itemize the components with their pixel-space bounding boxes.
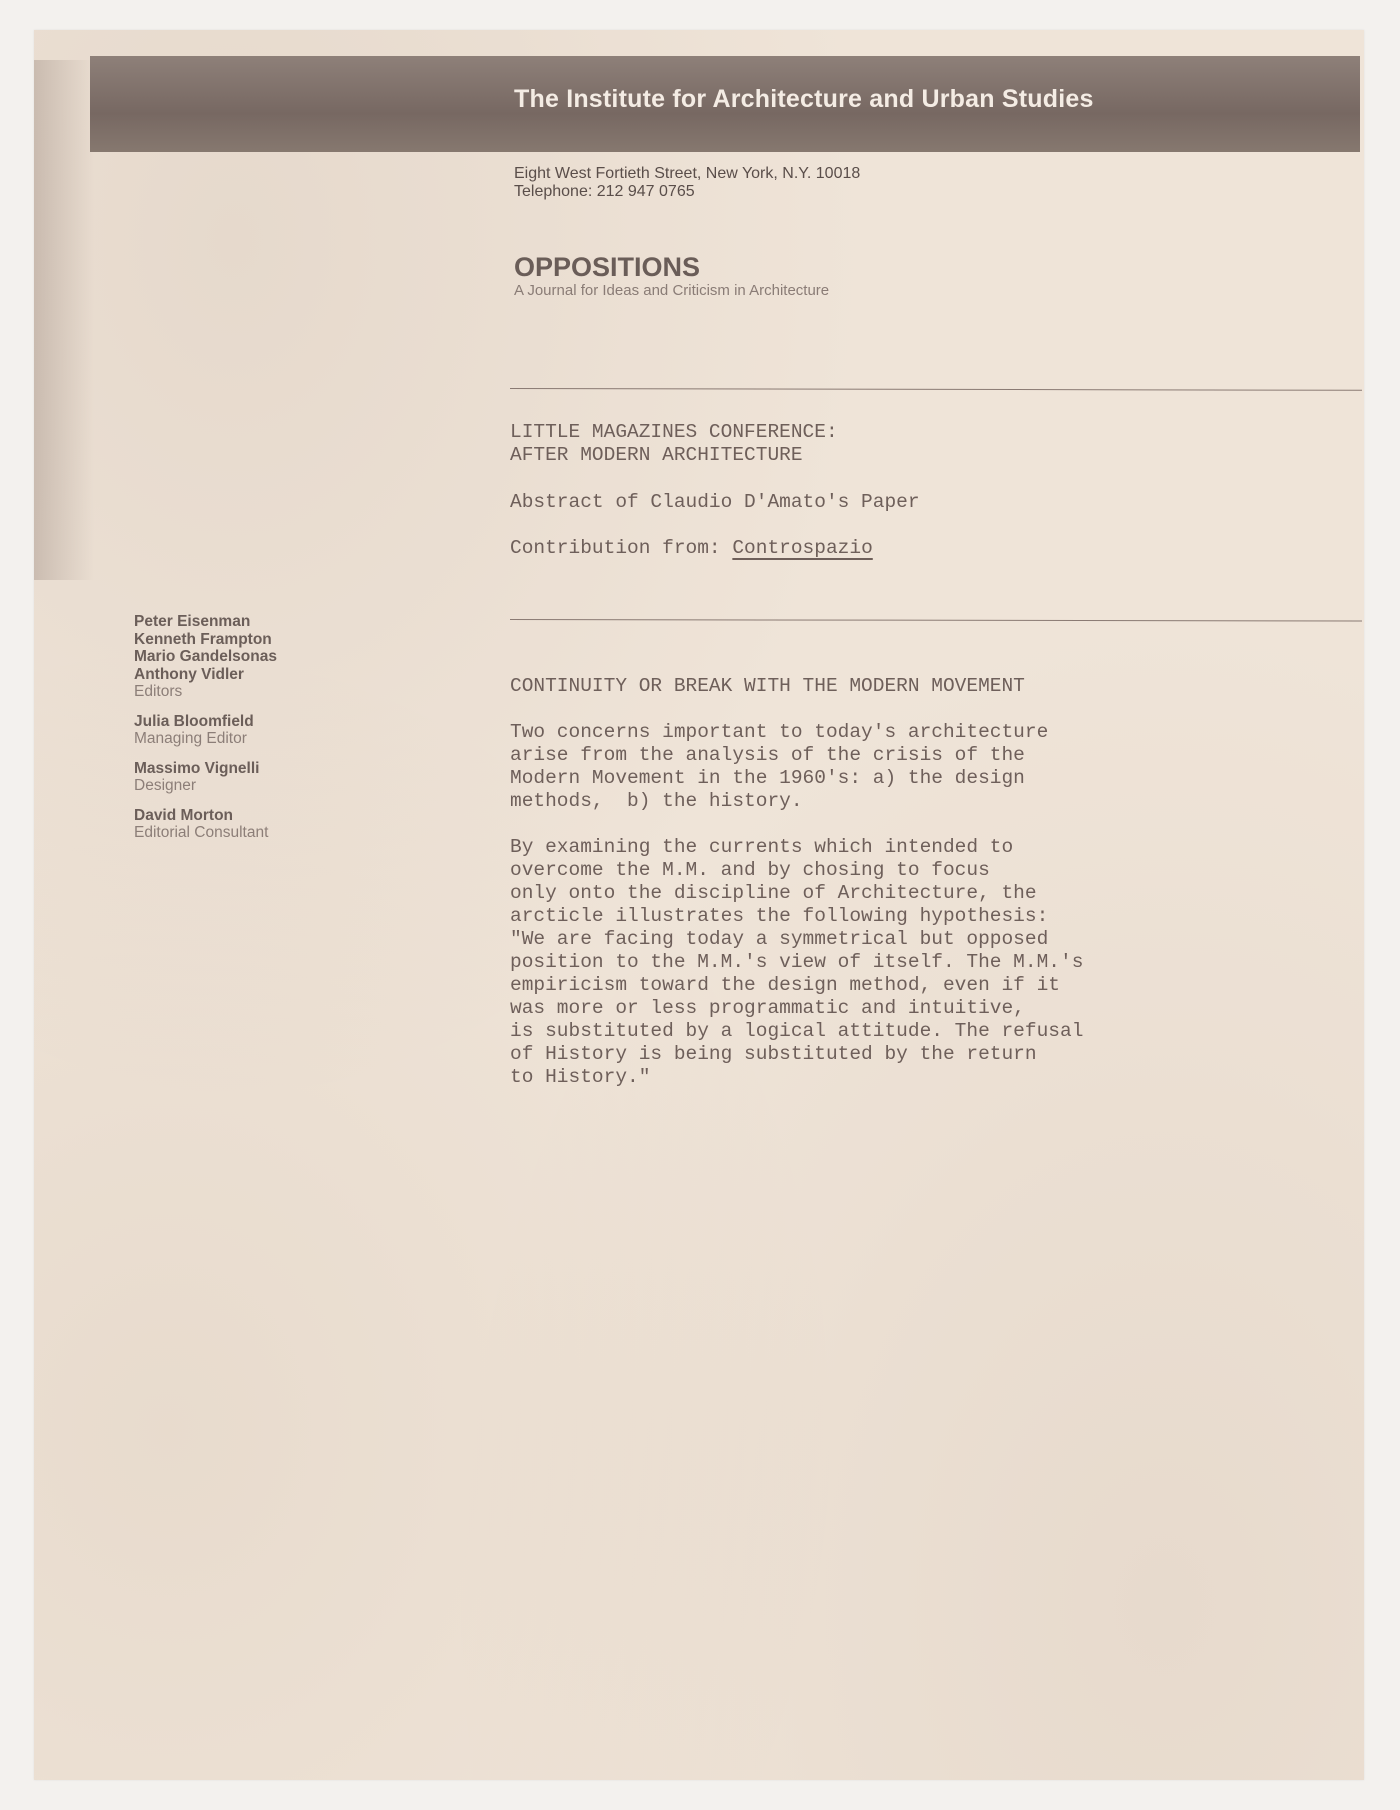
editor-name: Anthony Vidler [134,665,244,683]
contribution-label: Contribution from: [510,537,733,559]
journal-subtitle: A Journal for Ideas and Criticism in Architecture [514,282,830,299]
abstract-line: Abstract of Claudio D'Amato's Paper [510,491,920,513]
paragraph-line: to History." [510,1066,651,1088]
divider-middle [510,619,1362,621]
contribution-line [510,537,873,560]
paragraph-line: arcticle illustrates the following hypothesis: [510,905,1049,927]
paragraph-line: was more or less programmatic and intuitive, [510,997,1025,1019]
designer-role: Designer [134,777,197,794]
address-telephone: Telephone: 212 947 0765 [514,183,695,200]
paragraph-line: of History is being substituted by the return [510,1043,1037,1065]
paper-stain [34,60,94,580]
paragraph-line: position to the M.M.'s view of itself. The M.M.'s [510,951,1084,973]
managing-editor-role: Managing Editor [134,730,247,747]
conference-line-2: AFTER MODERN ARCHITECTURE [510,444,803,466]
editor-name: Mario Gandelsonas [134,648,277,665]
conference-title [510,421,838,467]
paragraph-2 [510,836,1083,1089]
staff-list [134,613,277,854]
address-street: Eight West Fortieth Street, New York, N.Y. 10018 [514,165,861,182]
paragraph-line: Modern Movement in the 1960's: a) the design [510,767,1025,789]
contribution-source: Controspazio [732,537,873,559]
section-title: CONTINUITY OR BREAK WITH THE MODERN MOVEMENT [510,675,1025,697]
consultant-role: Editorial Consultant [134,824,269,841]
institute-name: The Institute for Architecture and Urban Studies [514,85,1094,113]
paragraph-line: empiricism toward the design method, even if it [510,974,1060,996]
paragraph-line: arise from the analysis of the crisis of the [510,744,1025,766]
paragraph-line: Two concerns important to today's architecture [510,721,1049,743]
paragraph-line: By examining the currents which intended to [510,836,1014,858]
paragraph-1 [510,721,1048,813]
paragraph-line: overcome the M.M. and by chosing to focus [510,859,990,881]
consultant-name: David Morton [134,806,234,824]
journal-name: OPPOSITIONS [514,252,701,282]
editor-name: Peter Eisenman [134,613,251,630]
conference-line-1: LITTLE MAGAZINES CONFERENCE: [510,421,838,443]
address-block [514,165,860,201]
paragraph-line: is substituted by a logical attitude. The refusal [510,1020,1084,1042]
designer-name: Massimo Vignelli [134,759,260,777]
editors-role: Editors [134,683,183,700]
paragraph-line: only onto the discipline of Architecture, the [510,882,1037,904]
paragraph-line: "We are facing today a symmetrical but opposed [510,928,1049,950]
document-sheet [34,30,1364,1780]
editor-name: Kenneth Frampton [134,630,272,648]
divider-top [510,388,1362,391]
paragraph-line: methods, b) the history. [510,790,803,812]
managing-editor-name: Julia Bloomfield [134,712,254,730]
